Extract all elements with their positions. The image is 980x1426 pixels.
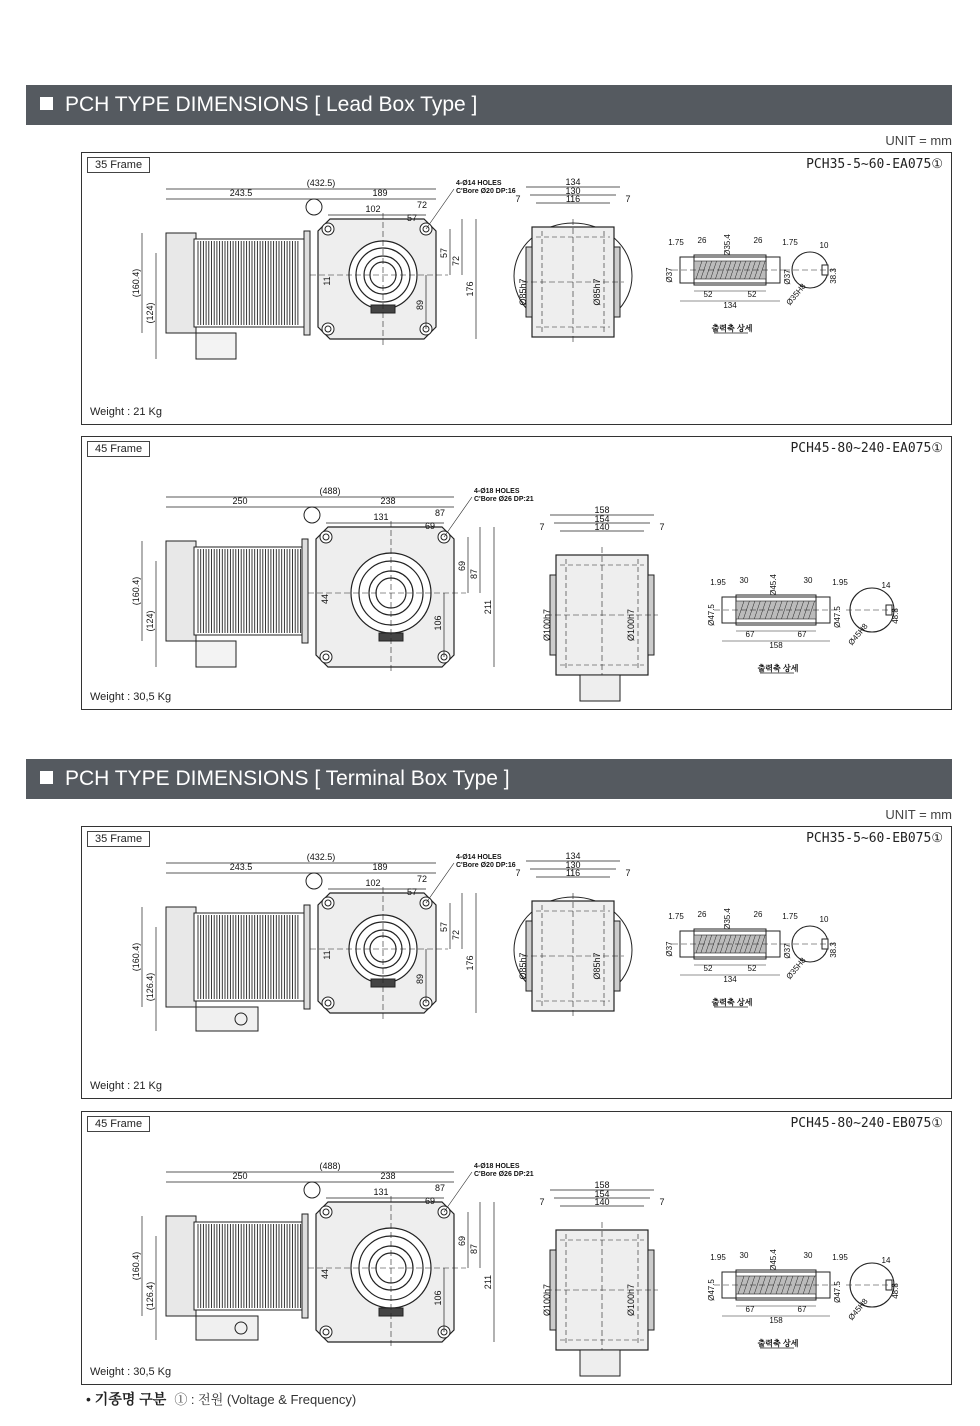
lead-box (196, 333, 236, 359)
dimension-label: (160.4) (131, 268, 141, 298)
dimension-label: 38.3 (829, 268, 838, 284)
dimension-label: Ø35.4 (723, 234, 732, 256)
dimension-label: C'Bore Ø20 DP:16 (456, 862, 516, 869)
dimension-label: 7 (539, 1197, 545, 1207)
dimension-label: Ø45.4 (769, 574, 778, 596)
dimension-label: (488) (319, 486, 341, 496)
leader-line (426, 863, 454, 903)
dimension-label: 238 (380, 1171, 396, 1181)
frame-tag: 45 Frame (87, 441, 150, 457)
dimension-label: 52 (747, 290, 757, 299)
weight-label: Weight : 30,5 Kg (90, 691, 172, 703)
dimension-label: 158 (769, 1316, 783, 1325)
drawing-panel-terminal-35 (81, 826, 952, 1099)
dimension-label: 38.3 (829, 942, 838, 958)
mounting-hole (322, 323, 334, 335)
dimension-label: 243.5 (229, 862, 253, 872)
drawing-panel-terminal-45 (81, 1111, 952, 1385)
mounting-hole (320, 531, 332, 543)
leader-line (444, 497, 472, 537)
dimension-label: 154 (594, 1189, 610, 1199)
dimension-label: Ø85h7 (592, 952, 602, 980)
eye-bolt (306, 199, 322, 215)
dimension-label: 238 (380, 496, 396, 506)
terminal-box (196, 1007, 258, 1031)
dimension-label: 67 (745, 630, 755, 639)
dimension-label: Ø85h7 (518, 278, 528, 306)
dimension-label: 69 (457, 560, 467, 572)
dimension-label: (432.5) (306, 852, 336, 862)
dimension-label: (160.4) (131, 576, 141, 606)
dimension-label: 26 (697, 910, 707, 919)
dimension-label: 14 (881, 1256, 891, 1265)
dimension-label: (126.4) (145, 972, 155, 1002)
dimension-label: C'Bore Ø26 DP:21 (474, 1171, 534, 1178)
side-box (580, 675, 620, 701)
dimension-label: 87 (434, 508, 446, 518)
dimension-label: 140 (594, 522, 610, 532)
dimension-label: 11 (322, 276, 332, 286)
dimension-label: 26 (753, 910, 763, 919)
dimension-label: 116 (565, 868, 581, 878)
dimension-label: 44 (320, 1268, 330, 1280)
weight-label: Weight : 21 Kg (90, 406, 162, 418)
mounting-hole (320, 651, 332, 663)
dimension-label: 26 (753, 236, 763, 245)
dimension-label: 102 (365, 204, 381, 214)
motor-end-cap (166, 541, 196, 641)
leader-line (444, 1172, 472, 1212)
dimension-label: 출력축 상세 (711, 324, 753, 333)
eye-bolt (304, 507, 320, 523)
dimension-label: 30 (803, 1251, 813, 1260)
dimension-label: 4-Ø14 HOLES (456, 180, 502, 187)
dimension-label: Ø47.5 (833, 1281, 842, 1303)
dimension-label: 30 (803, 576, 813, 585)
dimension-label: 30 (739, 576, 749, 585)
dimension-label: 102 (365, 878, 381, 888)
dimension-label: (160.4) (131, 942, 141, 972)
dimension-label: 1.95 (832, 1253, 848, 1262)
footnote-text: ① : 전원 (Voltage & Frequency) (174, 1392, 357, 1407)
dimension-label: 158 (769, 641, 783, 650)
dimension-label: Ø37 (665, 941, 674, 957)
dimension-label: (124) (145, 610, 155, 632)
mounting-hole (322, 223, 334, 235)
dimension-label: 7 (515, 868, 521, 878)
dimension-label: 131 (373, 1187, 389, 1197)
dimension-label: 72 (416, 874, 428, 884)
section-title: PCH TYPE DIMENSIONS [ Lead Box Type ] (65, 93, 478, 116)
dimension-label: 250 (232, 1171, 248, 1181)
square-bullet-icon (40, 97, 53, 110)
dimension-label: Ø37 (783, 943, 792, 959)
dimension-label: 출력축 상세 (757, 1339, 799, 1348)
dimension-label: Ø85h7 (592, 278, 602, 306)
dimension-label: 87 (434, 1183, 446, 1193)
mounting-hole (322, 997, 334, 1009)
dimension-label: Ø47.5 (707, 604, 716, 626)
dimension-label: 52 (703, 290, 713, 299)
dimension-drawing (82, 153, 950, 423)
dimension-label: (160.4) (131, 1251, 141, 1281)
dimension-label: 67 (797, 630, 807, 639)
motor-end-cap (166, 233, 196, 333)
dimension-label: 130 (565, 186, 581, 196)
dimension-label: 67 (797, 1305, 807, 1314)
motor-flange (302, 1214, 308, 1318)
dimension-label: 72 (451, 929, 461, 941)
dimension-label: 출력축 상세 (757, 664, 799, 673)
dimension-label: 26 (697, 236, 707, 245)
dimension-label: 140 (594, 1197, 610, 1207)
dimension-label: Ø45.4 (769, 1249, 778, 1271)
drawing-panel-lead-35 (81, 152, 952, 425)
dimension-label: 158 (594, 1180, 610, 1190)
dimension-label: 57 (406, 213, 418, 223)
dimension-label: (488) (319, 1161, 341, 1171)
section-header-terminal-box (26, 759, 952, 799)
dimension-label: 52 (747, 964, 757, 973)
footnote: • 기종명 구분 ① : 전원 (Voltage & Frequency) (86, 1391, 357, 1407)
dimension-label: Ø37 (665, 267, 674, 283)
dimension-drawing (82, 437, 950, 708)
side-box (580, 1350, 620, 1376)
dimension-label: 57 (406, 887, 418, 897)
dimension-label: 87 (469, 1243, 479, 1255)
dimension-label: 10 (819, 241, 829, 250)
section-title: PCH TYPE DIMENSIONS [ Terminal Box Type ] (65, 767, 510, 790)
lead-box (196, 641, 236, 667)
motor-end-cap (166, 907, 196, 1007)
frame-tag: 35 Frame (87, 831, 150, 847)
dimension-label: Ø35H8 (784, 281, 808, 307)
dimension-label: 69 (457, 1235, 467, 1247)
square-bullet-icon (40, 771, 53, 784)
dimension-label: 211 (483, 1274, 493, 1290)
dimension-label: 48.8 (891, 1283, 900, 1299)
dimension-label: 출력축 상세 (711, 998, 753, 1007)
mounting-hole (320, 1206, 332, 1218)
weight-label: Weight : 21 Kg (90, 1080, 162, 1092)
eye-bolt (304, 1182, 320, 1198)
unit-label: UNIT = mm (885, 807, 952, 822)
dimension-label: 134 (565, 851, 581, 861)
dimension-label: 67 (745, 1305, 755, 1314)
eye-bolt (306, 873, 322, 889)
dimension-label: 130 (565, 860, 581, 870)
dimension-label: 57 (439, 247, 449, 259)
leader-line (426, 189, 454, 229)
dimension-label: Ø85h7 (518, 952, 528, 980)
dimension-label: 89 (415, 299, 425, 311)
dimension-label: 7 (659, 1197, 665, 1207)
weight-label: Weight : 30,5 Kg (90, 1366, 172, 1378)
dimension-label: 106 (433, 615, 443, 631)
dimension-label: 158 (594, 505, 610, 515)
dimension-label: 7 (625, 868, 631, 878)
dimension-label: 57 (439, 921, 449, 933)
dimension-label: Ø100h7 (542, 1283, 552, 1317)
dimension-label: Ø37 (783, 269, 792, 285)
dimension-label: (432.5) (306, 178, 336, 188)
dimension-label: 30 (739, 1251, 749, 1260)
dimension-label: Ø35.4 (723, 908, 732, 930)
dimension-label: 154 (594, 514, 610, 524)
dimension-label: 134 (723, 975, 737, 984)
motor-flange (304, 905, 310, 1009)
dimension-label: 4-Ø14 HOLES (456, 854, 502, 861)
dimension-label: C'Bore Ø20 DP:16 (456, 188, 516, 195)
dimension-label: 48.8 (891, 608, 900, 624)
frame-tag: 45 Frame (87, 1116, 150, 1132)
dimension-label: 176 (465, 955, 475, 971)
dimension-label: Ø100h7 (542, 608, 552, 642)
dimension-label: 134 (723, 301, 737, 310)
motor-body (194, 1222, 302, 1310)
drawing-panel-lead-45 (81, 436, 952, 710)
dimension-label: 52 (703, 964, 713, 973)
section-header-lead-box (26, 85, 952, 125)
dimension-label: 243.5 (229, 188, 253, 198)
dimension-label: 14 (881, 581, 891, 590)
dimension-label: 1.75 (668, 238, 684, 247)
dimension-label: 1.95 (710, 578, 726, 587)
mounting-hole (322, 897, 334, 909)
dimension-label: Ø100h7 (626, 608, 636, 642)
dimension-label: 69 (424, 521, 436, 531)
dimension-label: 1.95 (832, 578, 848, 587)
dimension-label: 1.75 (668, 912, 684, 921)
unit-label: UNIT = mm (885, 133, 952, 148)
dimension-label: 131 (373, 512, 389, 522)
dimension-label: 189 (372, 862, 388, 872)
mounting-hole (320, 1326, 332, 1338)
dimension-label: Ø47.5 (833, 606, 842, 628)
model-code: PCH45-80~240-EA075① (790, 441, 943, 456)
frame-tag: 35 Frame (87, 157, 150, 173)
dimension-label: 89 (415, 973, 425, 985)
dimension-label: 189 (372, 188, 388, 198)
model-code: PCH35-5~60-EA075① (806, 157, 943, 172)
dimension-label: Ø45H8 (846, 621, 870, 647)
motor-flange (302, 539, 308, 643)
dimension-label: 72 (416, 200, 428, 210)
dimension-label: 4-Ø18 HOLES (474, 488, 520, 495)
dimension-label: 116 (565, 194, 581, 204)
dimension-label: 10 (819, 915, 829, 924)
dimension-label: 7 (625, 194, 631, 204)
dimension-label: (126.4) (145, 1281, 155, 1311)
motor-flange (304, 231, 310, 335)
dimension-label: 7 (515, 194, 521, 204)
dimension-label: 69 (424, 1196, 436, 1206)
dimension-label: 11 (322, 950, 332, 960)
motor-end-cap (166, 1216, 196, 1316)
model-code: PCH45-80~240-EB075① (790, 1116, 943, 1131)
dimension-label: 211 (483, 599, 493, 615)
dimension-label: 1.75 (782, 912, 798, 921)
dimension-label: 4-Ø18 HOLES (474, 1163, 520, 1170)
dimension-label: 44 (320, 593, 330, 605)
footnote-label: 기종명 구분 (94, 1391, 167, 1407)
dimension-label: 7 (539, 522, 545, 532)
dimension-label: Ø100h7 (626, 1283, 636, 1317)
model-code: PCH35-5~60-EB075① (806, 831, 943, 846)
dimension-label: Ø45H8 (846, 1296, 870, 1322)
dimension-drawing (82, 1112, 950, 1383)
dimension-label: Ø35H8 (784, 955, 808, 981)
dimension-label: (124) (145, 302, 155, 324)
dimension-label: 134 (565, 177, 581, 187)
dimension-label: 176 (465, 281, 475, 297)
motor-body (194, 547, 302, 635)
dimension-label: C'Bore Ø26 DP:21 (474, 496, 534, 503)
dimension-drawing (82, 827, 950, 1097)
dimension-label: 1.95 (710, 1253, 726, 1262)
dimension-label: Ø47.5 (707, 1279, 716, 1301)
dimension-label: 7 (659, 522, 665, 532)
dimension-label: 250 (232, 496, 248, 506)
terminal-box (196, 1316, 258, 1340)
dimension-label: 72 (451, 255, 461, 267)
dimension-label: 87 (469, 568, 479, 580)
dimension-label: 106 (433, 1290, 443, 1306)
dimension-label: 1.75 (782, 238, 798, 247)
